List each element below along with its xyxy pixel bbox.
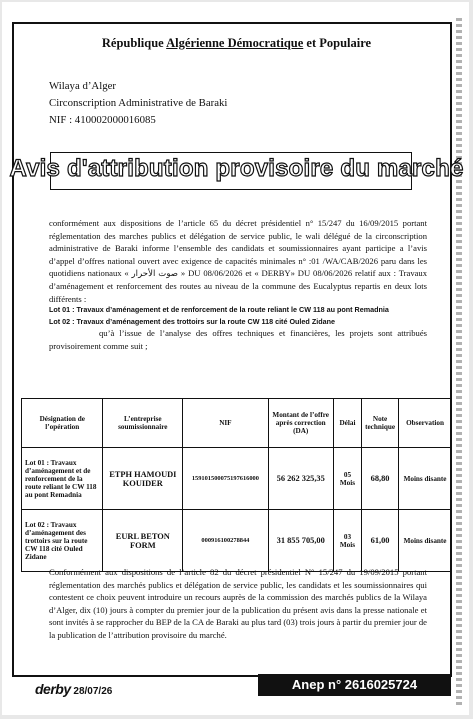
award-table [21,398,452,572]
publication-date: 28/07/26 [73,686,113,697]
header-part2: Algérienne Démocratique [166,36,304,50]
cell-note: 61,00 [362,510,399,572]
derby-logo: derby [35,681,71,697]
notice-title: Avis d'attribution provisoire du marché [9,155,464,182]
closing-paragraph: Conformément aux dispositions de l’article 82 du décret présidentiel N° 15/247 du 19/09/2015 portant réglementation des marchés publics et délégation de service public, les candidats et les soumissionnaires qui contestent ce choix peuvent introduire un recours auprès de la commission des marchés publics de la Wilaya d’Alger, dix (10) jours à compter du premier jour de la publication du présent avis dans la presse nationale et sont invités à se rapprocher du BEP de la CA de Baraki au plus tard (03) trois jours à partir du premier jour de la publication de l’attribution provisoire du marché. [49,567,427,640]
circonscription-line: Circonscription Administrative de Baraki [49,97,228,109]
cell-entreprise: EURL BETON FORM [103,510,183,572]
cell-note: 68,80 [362,448,399,510]
intro-paragraph: conformément aux dispositions de l’article 65 du décret présidentiel n° 15/247 du 16/09/2015 portant réglementation des marches publics et délégation de service public, le wali délégué de la circonscription administrative de Baraki informe l’ensemble des candidats et soumissionnaires ayant participe a l’avis d’appel d’offres national ouvert avec exigence de capacités minimales n° :01 /WA/CAB/2026 paru dans les quotidiens nationaux « صوت الأحرار » DU 08/06/2026 et « DERBY» DU 08/06/2026 relatif aux : Travaux d’aménagement et renforcement des routes au niveau de la commune des Eucalyptus repartis en deux lots différents : [49,218,428,304]
admin-block [49,78,227,129]
cell-observation: Moins disante [399,510,452,572]
cell-entreprise: ETPH HAMOUDI KOUIDER [103,448,183,510]
col-delai: Délai [333,399,361,448]
cell-nif: 000916100278844 [183,510,268,572]
wilaya-line: Wilaya d’Alger [49,80,117,92]
col-nif: NIF [183,399,268,448]
header-part3: et Populaire [303,36,372,50]
lot-item: Lot 01 : Travaux d’aménagement et de renforcement de la route reliant le CW 118 au pont Remadnia [49,305,389,314]
footer-credit [35,681,112,697]
scan-edge [456,18,462,708]
col-designation: Désignation de l’opération [22,399,103,448]
lot-item: Lot 02 : Travaux d’aménagement des trottoirs sur la route CW 118 cité Ouled Zidane [49,317,335,326]
col-montant: Montant de l’offre après correction (DA) [268,399,333,448]
col-note: Note technique [362,399,399,448]
table-row [22,510,452,572]
col-observation: Observation [399,399,452,448]
cell-nif: 159101500075197616000 [183,448,268,510]
cell-delai: 05 Mois [333,448,361,510]
anep-reference: Anep n° 2616025724 [258,674,451,696]
analysis-paragraph [49,327,427,352]
cell-delai: 03 Mois [333,510,361,572]
analysis-text: qu’à l’issue de l’analyse des offres techniques et financières, les projets sont attribués provisoirement comme suit ; [49,328,427,351]
cell-montant: 56 262 325,35 [268,448,333,510]
cell-designation: Lot 01 : Travaux d’aménagement et de renforcement de la route reliant le CW 118 au pont Remadnia [22,448,103,510]
republic-header [0,36,473,51]
header-part1: République [101,36,167,50]
cell-observation: Moins disante [399,448,452,510]
col-entreprise: L’entreprise soumissionnaire [103,399,183,448]
table-row [22,448,452,510]
table-header-row [22,399,452,448]
cell-montant: 31 855 705,00 [268,510,333,572]
lots-list [49,304,389,328]
cell-designation: Lot 02 : Travaux d’aménagement des trottoirs sur la route CW 118 cité Ouled Zidane [22,510,103,572]
nif-line: NIF : 410002000016085 [49,114,156,126]
